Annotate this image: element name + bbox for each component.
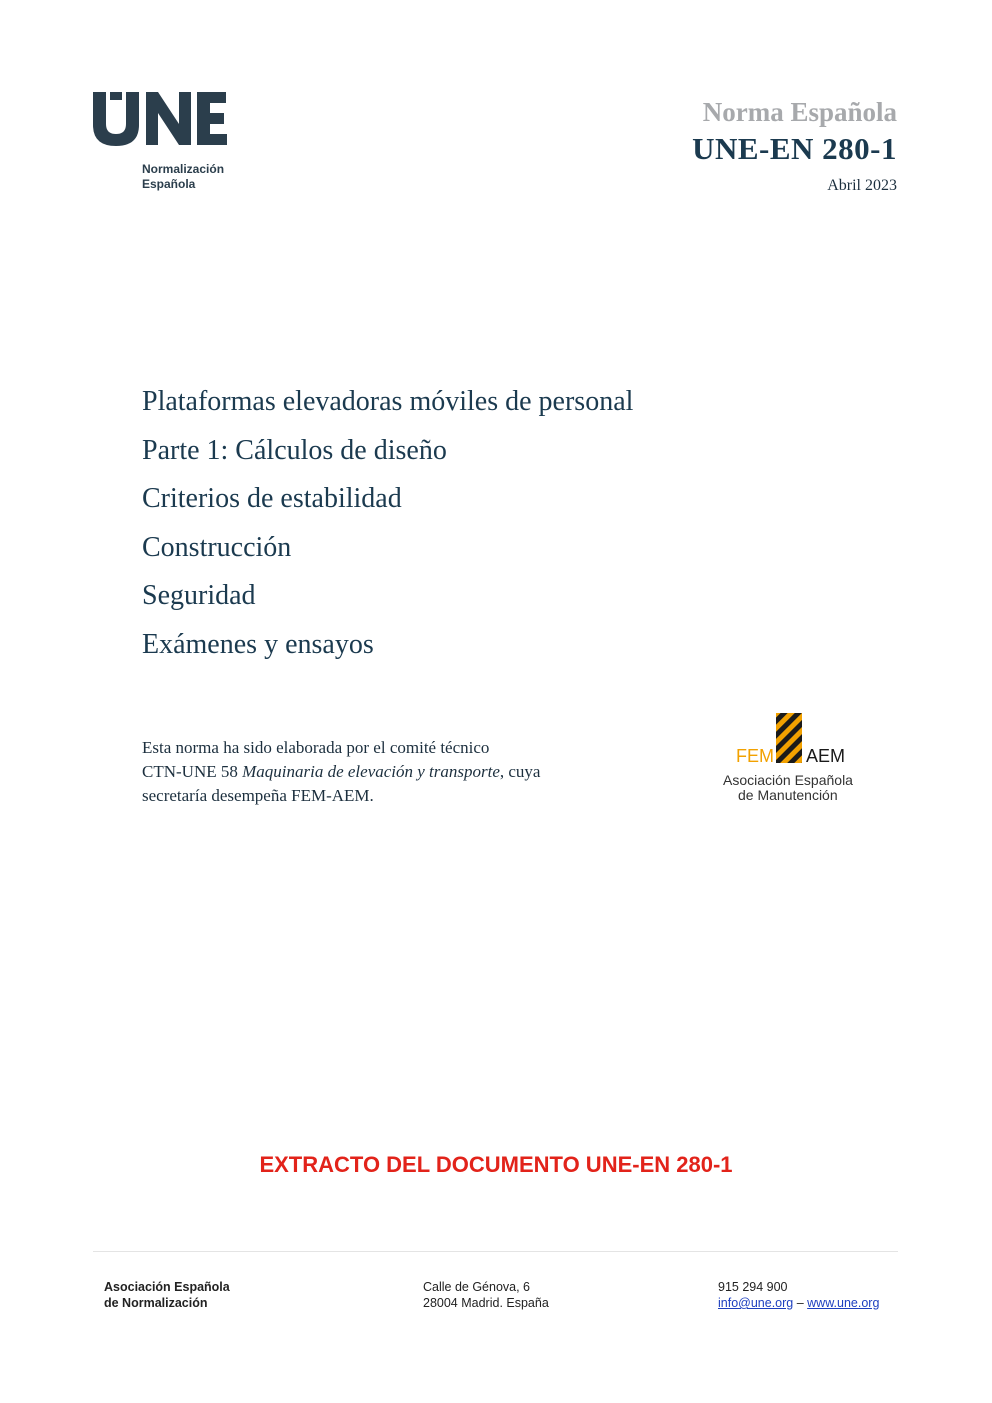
committee-line3: secretaría desempeña FEM-AEM. (142, 786, 374, 805)
footer-org-line1: Asociación Española (104, 1280, 230, 1294)
title-line: Plataformas elevadoras móviles de personal (142, 386, 634, 417)
footer-addr-line1: Calle de Génova, 6 (423, 1280, 531, 1294)
footer-phone: 915 294 900 (718, 1280, 788, 1294)
footer-links (718, 1295, 879, 1311)
website-link[interactable]: www.une.org (807, 1296, 880, 1310)
fem-line2: de Manutención (738, 787, 838, 803)
norma-code: UNE-EN 280-1 (692, 131, 897, 166)
fem-aem-logo-mark (720, 710, 865, 810)
title-line: Seguridad (142, 580, 256, 611)
committee-line2 (142, 760, 662, 784)
link-separator: – (793, 1296, 808, 1310)
footer-address (423, 1279, 549, 1311)
norma-label: Norma Española (702, 97, 897, 127)
footer-addr-line2: 28004 Madrid. España (423, 1296, 549, 1310)
committee-code: CTN-UNE 58 (142, 762, 243, 781)
logo-subtitle-line2: Española (142, 177, 196, 191)
fem-aem-logo (720, 710, 865, 810)
aem-text: AEM (806, 746, 846, 766)
norma-date: Abril 2023 (827, 177, 897, 194)
fem-line1: Asociación Española (723, 772, 853, 788)
committee-line1: Esta norma ha sido elaborada por el comité técnico (142, 738, 490, 757)
title-line: Parte 1: Cálculos de diseño (142, 435, 447, 466)
extract-notice: EXTRACTO DEL DOCUMENTO UNE-EN 280-1 (259, 1152, 733, 1177)
committee-name: Maquinaria de elevación y transporte (242, 762, 500, 781)
une-logo-mark (93, 90, 233, 150)
footer-organization (104, 1279, 230, 1311)
footer-contact (718, 1279, 879, 1311)
striped-bar-icon (776, 713, 802, 763)
footer-divider (93, 1251, 898, 1252)
logo-subtitle-line1: Normalización (142, 162, 225, 176)
title-line: Criterios de estabilidad (142, 483, 402, 514)
committee-line2-suffix: , cuya (499, 762, 541, 781)
title-line: Exámenes y ensayos (142, 629, 374, 660)
committee-paragraph (142, 736, 662, 808)
fem-text: FEM (736, 746, 774, 766)
title-line: Construcción (142, 532, 292, 563)
email-link[interactable]: info@une.org (718, 1296, 794, 1310)
footer-org-line2: de Normalización (104, 1296, 208, 1310)
